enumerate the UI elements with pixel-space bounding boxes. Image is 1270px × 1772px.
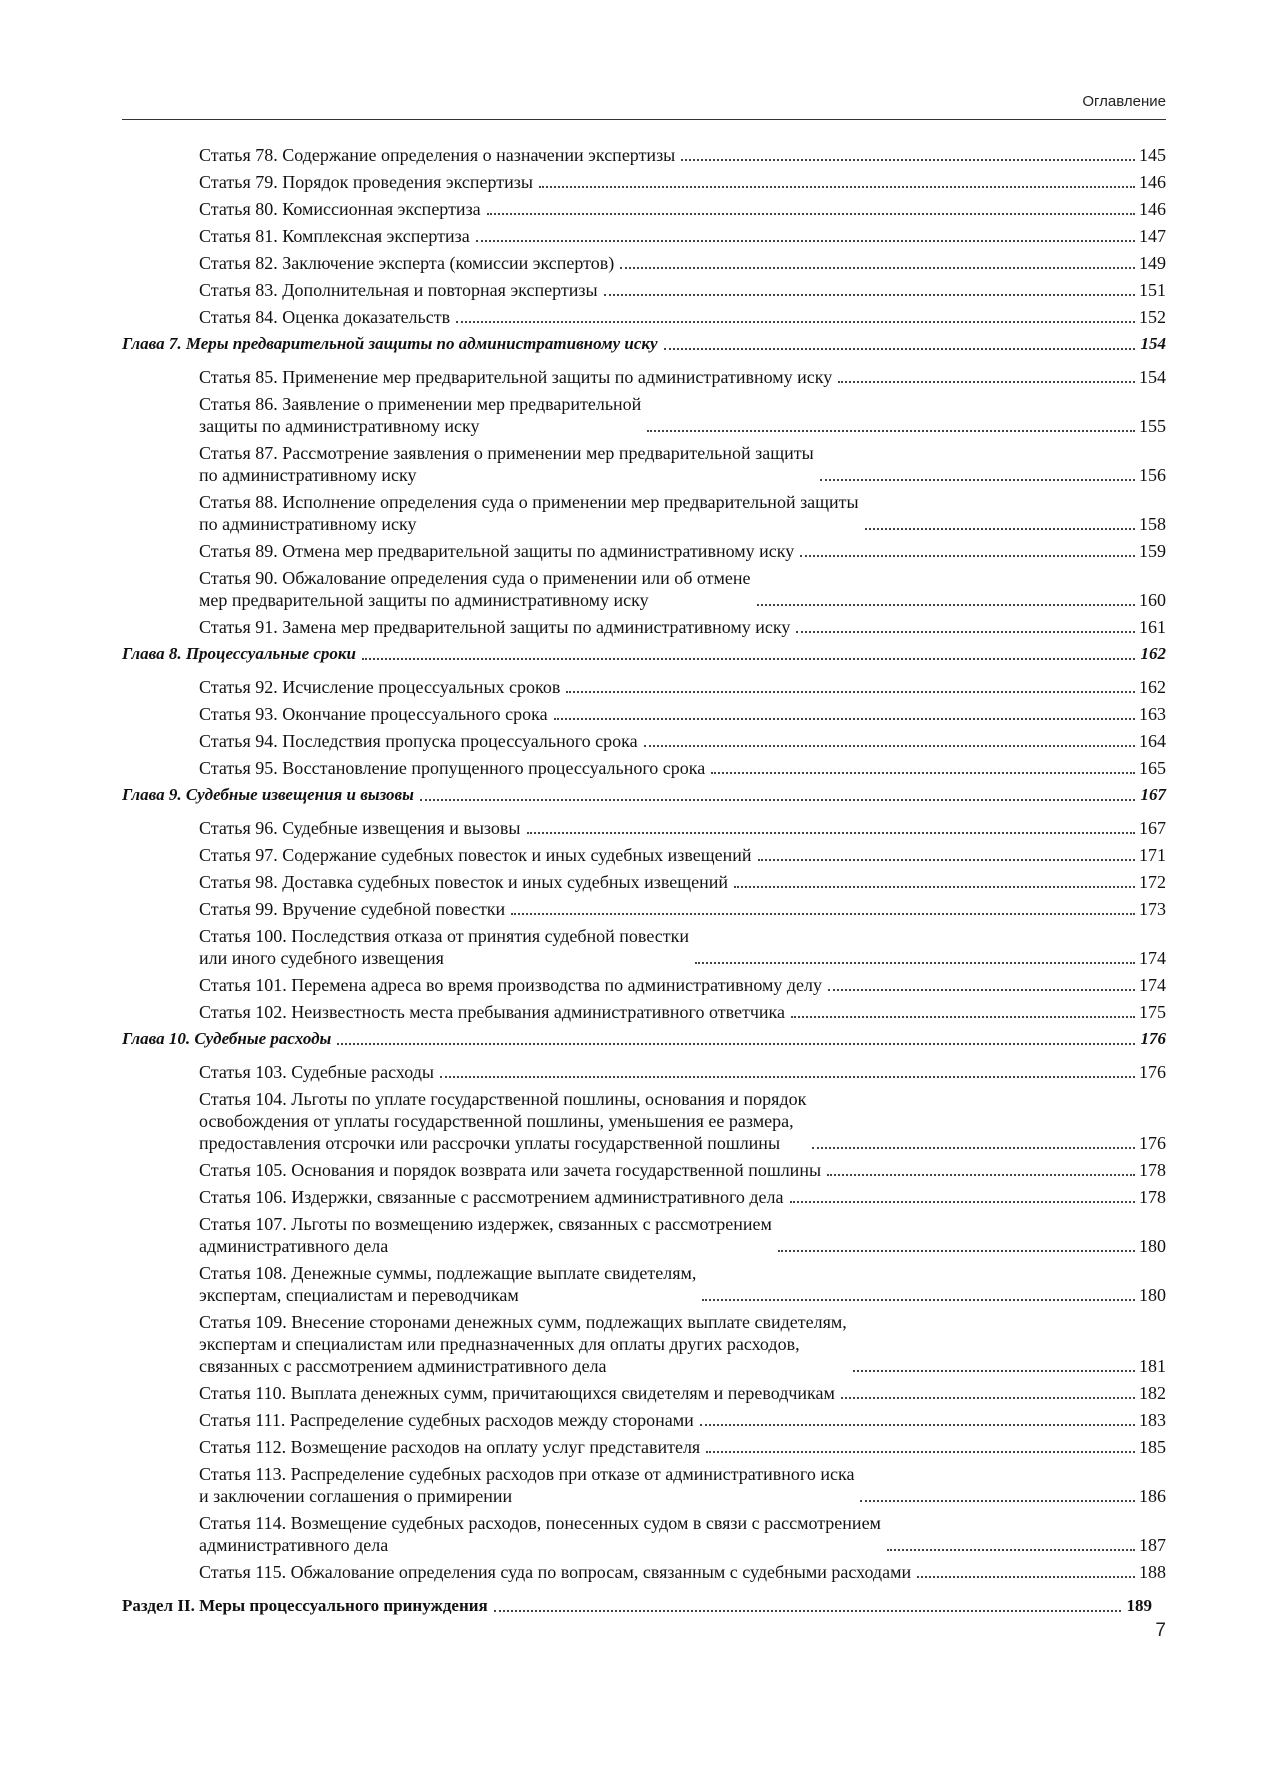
toc-entry-title: Статья 87. Рассмотрение заявления о применении мер предварительной защиты по административному иску xyxy=(199,443,814,485)
toc-page-number: 145 xyxy=(1139,145,1166,165)
toc-entry-title: Статья 80. Комиссионная экспертиза xyxy=(199,199,481,219)
toc-page-number: 180 xyxy=(1139,1236,1166,1256)
toc-page-number: 154 xyxy=(1140,334,1166,353)
toc-entry-title: Статья 98. Доставка судебных повесток и иных судебных извещений xyxy=(199,872,728,892)
dot-leader xyxy=(620,267,1135,269)
toc-article-row xyxy=(199,1382,1166,1404)
toc-page-number: 174 xyxy=(1139,975,1166,995)
toc-article-row xyxy=(199,1262,1166,1306)
toc-entry-title: Статья 105. Основания и порядок возврата или зачета государственной пошлины xyxy=(199,1160,822,1180)
toc-article-row xyxy=(199,616,1166,638)
toc-page-number: 156 xyxy=(1139,465,1166,485)
toc-page-number: 176 xyxy=(1140,1029,1166,1048)
toc-article-row xyxy=(199,393,1166,437)
toc-entry-title: Статья 90. Обжалование определения суда о применении или об отмене мер предварительной защиты по административному иску xyxy=(199,568,751,610)
dot-leader xyxy=(853,1370,1135,1372)
header-rule xyxy=(122,119,1166,120)
toc-entry-title: Статья 84. Оценка доказательств xyxy=(199,307,451,327)
dot-leader xyxy=(337,1043,1135,1045)
toc-article-row xyxy=(199,442,1166,486)
toc-article-row xyxy=(199,676,1166,698)
toc-entry-title: Глава 10. Судебные расходы xyxy=(122,1029,332,1048)
toc-article-row xyxy=(199,730,1166,752)
dot-leader xyxy=(865,528,1135,530)
toc-page-number: 164 xyxy=(1139,731,1166,751)
toc-article-row xyxy=(199,279,1166,301)
toc-article-row xyxy=(199,757,1166,779)
toc-article-row xyxy=(199,491,1166,535)
toc-entry-title: Статья 112. Возмещение расходов на оплату услуг представителя xyxy=(199,1437,701,1457)
dot-leader xyxy=(758,859,1135,861)
toc-page-number: 175 xyxy=(1139,1002,1166,1022)
toc-entry-title: Статья 113. Распределение судебных расходов при отказе от административного иска и заключении соглашения о примирении xyxy=(199,1464,855,1506)
toc-page-number: 146 xyxy=(1139,172,1166,192)
toc-page-number: 189 xyxy=(1126,1596,1152,1615)
toc-article-row xyxy=(199,1561,1166,1583)
toc-page-number: 167 xyxy=(1140,785,1166,804)
toc-page-number: 162 xyxy=(1139,677,1166,697)
dot-leader xyxy=(841,1397,1135,1399)
toc-entry-title: Статья 88. Исполнение определения суда о применении мер предварительной защиты по административному иску xyxy=(199,492,859,534)
table-of-contents xyxy=(122,144,1166,1617)
toc-chapter-row xyxy=(122,1028,1166,1050)
toc-entry-title: Глава 8. Процессуальные сроки xyxy=(122,644,356,663)
toc-article-row xyxy=(199,974,1166,996)
dot-leader xyxy=(700,1424,1135,1426)
toc-chapter-row xyxy=(122,333,1166,355)
toc-page-number: 182 xyxy=(1139,1383,1166,1403)
toc-page-number: 165 xyxy=(1139,758,1166,778)
toc-entry-title: Статья 92. Исчисление процессуальных сроков xyxy=(199,677,561,697)
dot-leader xyxy=(706,1451,1135,1453)
toc-article-row xyxy=(199,567,1166,611)
toc-entry-title: Статья 102. Неизвестность места пребывания административного ответчика xyxy=(199,1002,785,1022)
toc-entry-title: Статья 82. Заключение эксперта (комиссии экспертов) xyxy=(199,253,615,273)
toc-entry-title: Статья 91. Замена мер предварительной защиты по административному иску xyxy=(199,617,791,637)
dot-leader xyxy=(554,718,1135,720)
dot-leader xyxy=(702,1299,1135,1301)
toc-article-row xyxy=(199,1436,1166,1458)
toc-article-row xyxy=(199,1213,1166,1257)
toc-page-number: 180 xyxy=(1139,1285,1166,1305)
toc-article-row xyxy=(199,898,1166,920)
dot-leader xyxy=(511,913,1135,915)
toc-entry-title: Статья 100. Последствия отказа от принятия судебной повестки или иного судебного извещения xyxy=(199,926,689,968)
toc-entry-title: Статья 95. Восстановление пропущенного процессуального срока xyxy=(199,758,706,778)
toc-article-row xyxy=(199,1088,1166,1154)
toc-article-row xyxy=(199,540,1166,562)
page-number: 7 xyxy=(1155,1620,1166,1641)
toc-page-number: 152 xyxy=(1139,307,1166,327)
dot-leader xyxy=(778,1250,1135,1252)
toc-entry-title: Статья 108. Денежные суммы, подлежащие выплате свидетелям, экспертам, специалистам и переводчикам xyxy=(199,1263,697,1305)
dot-leader xyxy=(362,658,1135,660)
toc-page-number: 147 xyxy=(1139,226,1166,246)
toc-page-number: 178 xyxy=(1139,1187,1166,1207)
toc-entry-title: Статья 106. Издержки, связанные с рассмотрением административного дела xyxy=(199,1187,784,1207)
toc-entry-title: Статья 86. Заявление о применении мер предварительной защиты по административному иску xyxy=(199,394,642,436)
running-header: Оглавление xyxy=(1082,93,1166,110)
toc-article-row xyxy=(199,871,1166,893)
toc-page-number: 178 xyxy=(1139,1160,1166,1180)
toc-article-row xyxy=(199,144,1166,166)
toc-page-number: 186 xyxy=(1139,1486,1166,1506)
toc-entry-title: Статья 104. Льготы по уплате государственной пошлины, основания и порядок освобождения от уплаты государственной пошлины, уменьшения ее размера, предоставления отсрочки или рассрочки уплаты государственной пошлины xyxy=(199,1089,807,1153)
toc-entry-title: Глава 7. Меры предварительной защиты по административному иску xyxy=(122,334,658,353)
toc-article-row xyxy=(199,1463,1166,1507)
toc-entry-title: Статья 79. Порядок проведения экспертизы xyxy=(199,172,533,192)
toc-article-row xyxy=(199,198,1166,220)
toc-page-number: 163 xyxy=(1139,704,1166,724)
toc-entry-title: Статья 114. Возмещение судебных расходов, понесенных судом в связи с рассмотрением административного дела xyxy=(199,1513,881,1555)
toc-page-number: 188 xyxy=(1139,1562,1166,1582)
toc-entry-title: Статья 97. Содержание судебных повесток и иных судебных извещений xyxy=(199,845,752,865)
dot-leader xyxy=(734,886,1135,888)
toc-page-number: 181 xyxy=(1139,1356,1166,1376)
toc-page-number: 176 xyxy=(1139,1062,1166,1082)
dot-leader xyxy=(440,1076,1135,1078)
toc-entry-title: Статья 103. Судебные расходы xyxy=(199,1062,434,1082)
toc-page-number: 146 xyxy=(1139,199,1166,219)
toc-article-row xyxy=(199,1001,1166,1023)
toc-page-number: 173 xyxy=(1139,899,1166,919)
toc-page-number: 161 xyxy=(1139,617,1166,637)
toc-entry-title: Статья 107. Льготы по возмещению издержек, связанных с рассмотрением административного дела xyxy=(199,1214,772,1256)
toc-entry-title: Статья 83. Дополнительная и повторная экспертизы xyxy=(199,280,598,300)
dot-leader xyxy=(827,1174,1135,1176)
dot-leader xyxy=(539,186,1135,188)
toc-article-row xyxy=(199,366,1166,388)
toc-article-row xyxy=(199,306,1166,328)
toc-page-number: 159 xyxy=(1139,541,1166,561)
dot-leader xyxy=(527,832,1135,834)
dot-leader xyxy=(456,321,1135,323)
dot-leader xyxy=(487,213,1135,215)
dot-leader xyxy=(917,1576,1135,1578)
toc-entry-title: Статья 115. Обжалование определения суда по вопросам, связанным с судебными расходами xyxy=(199,1562,912,1582)
toc-article-row xyxy=(199,252,1166,274)
dot-leader xyxy=(800,555,1135,557)
toc-article-row xyxy=(199,844,1166,866)
toc-entry-title: Раздел II. Меры процессуального принуждения xyxy=(122,1596,488,1615)
dot-leader xyxy=(838,381,1135,383)
dot-leader xyxy=(860,1500,1135,1502)
toc-article-row xyxy=(199,225,1166,247)
dot-leader xyxy=(494,1610,1121,1612)
toc-chapter-row xyxy=(122,643,1166,665)
toc-article-row xyxy=(199,1311,1166,1377)
toc-entry-title: Статья 81. Комплексная экспертиза xyxy=(199,226,470,246)
toc-entry-title: Статья 109. Внесение сторонами денежных сумм, подлежащих выплате свидетелям, экспертам и специалистам или предназначенных для оплаты других расходов, связанных с рассмотрением административного дела xyxy=(199,1312,847,1376)
dot-leader xyxy=(644,745,1135,747)
toc-page-number: 162 xyxy=(1140,644,1166,663)
toc-page-number: 183 xyxy=(1139,1410,1166,1430)
dot-leader xyxy=(695,962,1135,964)
toc-section-row xyxy=(122,1595,1152,1617)
toc-entry-title: Статья 89. Отмена мер предварительной защиты по административному иску xyxy=(199,541,795,561)
toc-article-row xyxy=(199,1061,1166,1083)
toc-article-row xyxy=(199,1186,1166,1208)
toc-page-number: 154 xyxy=(1139,367,1166,387)
toc-page-number: 172 xyxy=(1139,872,1166,892)
dot-leader xyxy=(790,1201,1135,1203)
dot-leader xyxy=(476,240,1135,242)
toc-page-number: 160 xyxy=(1139,590,1166,610)
toc-page-number: 171 xyxy=(1139,845,1166,865)
dot-leader xyxy=(828,989,1135,991)
toc-chapter-row xyxy=(122,784,1166,806)
toc-page-number: 187 xyxy=(1139,1535,1166,1555)
toc-article-row xyxy=(199,817,1166,839)
toc-article-row xyxy=(199,925,1166,969)
toc-page-number: 155 xyxy=(1139,416,1166,436)
dot-leader xyxy=(757,604,1135,606)
dot-leader xyxy=(887,1549,1135,1551)
toc-article-row xyxy=(199,1159,1166,1181)
dot-leader xyxy=(796,631,1135,633)
toc-page-number: 176 xyxy=(1139,1133,1166,1153)
toc-entry-title: Статья 93. Окончание процессуального срока xyxy=(199,704,548,724)
toc-article-row xyxy=(199,171,1166,193)
toc-page-number: 185 xyxy=(1139,1437,1166,1457)
toc-entry-title: Глава 9. Судебные извещения и вызовы xyxy=(122,785,414,804)
dot-leader xyxy=(647,430,1135,432)
dot-leader xyxy=(664,348,1135,350)
toc-entry-title: Статья 110. Выплата денежных сумм, причитающихся свидетелям и переводчикам xyxy=(199,1383,835,1403)
dot-leader xyxy=(420,799,1135,801)
toc-article-row xyxy=(199,703,1166,725)
toc-entry-title: Статья 96. Судебные извещения и вызовы xyxy=(199,818,521,838)
toc-entry-title: Статья 78. Содержание определения о назначении экспертизы xyxy=(199,145,676,165)
toc-page-number: 151 xyxy=(1139,280,1166,300)
toc-entry-title: Статья 101. Перемена адреса во время производства по административному делу xyxy=(199,975,823,995)
toc-entry-title: Статья 99. Вручение судебной повестки xyxy=(199,899,506,919)
dot-leader xyxy=(566,691,1135,693)
dot-leader xyxy=(820,479,1135,481)
toc-article-row xyxy=(199,1512,1166,1556)
toc-entry-title: Статья 94. Последствия пропуска процессуального срока xyxy=(199,731,638,751)
dot-leader xyxy=(681,159,1135,161)
toc-page-number: 167 xyxy=(1139,818,1166,838)
toc-page-number: 158 xyxy=(1139,514,1166,534)
toc-page-number: 174 xyxy=(1139,948,1166,968)
dot-leader xyxy=(711,772,1135,774)
dot-leader xyxy=(791,1016,1135,1018)
toc-page-number: 149 xyxy=(1139,253,1166,273)
toc-article-row xyxy=(199,1409,1166,1431)
dot-leader xyxy=(812,1147,1135,1149)
toc-entry-title: Статья 111. Распределение судебных расходов между сторонами xyxy=(199,1410,694,1430)
toc-entry-title: Статья 85. Применение мер предварительной защиты по административному иску xyxy=(199,367,833,387)
dot-leader xyxy=(604,294,1135,296)
